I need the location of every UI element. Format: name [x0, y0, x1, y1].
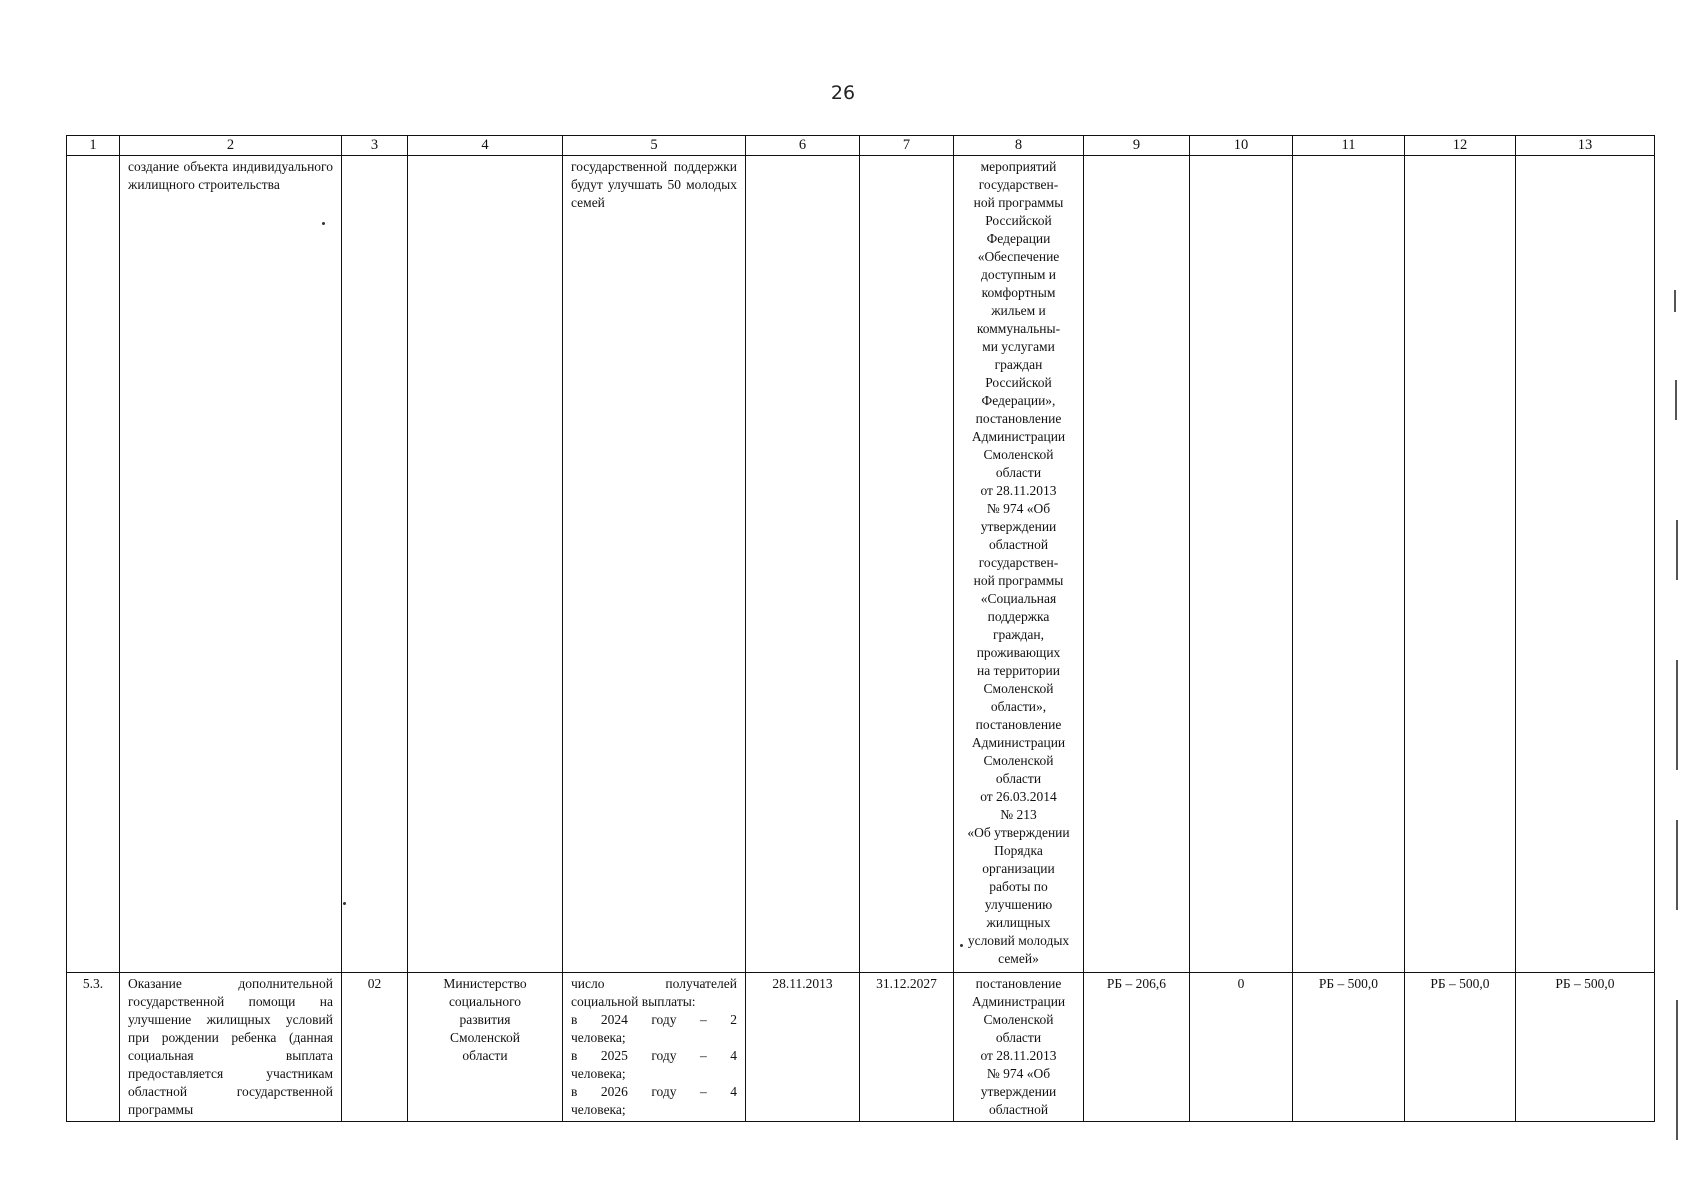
legal-basis-line: Смоленской [983, 1012, 1054, 1027]
legal-basis-line: от 28.11.2013 [980, 1048, 1057, 1063]
scan-edge-mark [1674, 290, 1676, 312]
legal-basis-line: Федерации», [981, 393, 1056, 408]
cell-index: 5.3. [67, 973, 120, 1122]
legal-basis-line: Федерации [986, 231, 1051, 246]
cell-start-date: 28.11.2013 [746, 973, 860, 1122]
column-number: 13 [1516, 136, 1655, 156]
column-number-row [67, 136, 1655, 156]
legal-basis-line: «Обеспечение [977, 249, 1060, 264]
legal-basis-line: области [995, 1030, 1042, 1045]
legal-basis-line: Смоленской [983, 681, 1054, 696]
cell-executor [408, 156, 563, 973]
legal-basis-line: условий молодых [967, 933, 1070, 948]
legal-basis-line: областной [988, 537, 1049, 552]
legal-basis-line: государствен- [978, 555, 1059, 570]
cell-funding-2024 [1293, 156, 1405, 973]
legal-basis-line: от 26.03.2014 [980, 789, 1057, 804]
legal-basis-line: Администрации [971, 994, 1066, 1009]
legal-basis-line: Смоленской [983, 447, 1054, 462]
legal-basis-line: постановление [975, 976, 1062, 991]
legal-basis-line: Российской [985, 213, 1052, 228]
legal-basis-line: организации [982, 861, 1055, 876]
cell-activity-name: создание объекта индивидуального жилищного строительства [120, 156, 342, 973]
column-number: 2 [120, 136, 342, 156]
column-number: 10 [1190, 136, 1293, 156]
legal-basis-line: «Об утверждении [967, 825, 1070, 840]
column-number: 3 [342, 136, 408, 156]
cell-legal-basis [954, 973, 1084, 1122]
column-number: 1 [67, 136, 120, 156]
legal-basis-line: постановление [975, 717, 1062, 732]
indicator-line: в 2026 году – 4 [571, 1084, 737, 1099]
legal-basis-line: проживающих [976, 645, 1061, 660]
column-number: 5 [563, 136, 746, 156]
legal-basis-line: мероприятий [980, 159, 1057, 174]
cell-funding-total: РБ – 206,6 [1084, 973, 1190, 1122]
table-row-5-3 [67, 973, 1655, 1122]
legal-basis-line: работы по [989, 879, 1048, 894]
legal-basis-line: ной программы [973, 195, 1064, 210]
scan-speck [322, 222, 325, 225]
legal-basis-line: доступным и [980, 267, 1057, 282]
legal-basis-line: Порядка [994, 843, 1043, 858]
scan-speck [343, 902, 346, 905]
cell-end-date [860, 156, 954, 973]
legal-basis-line: Российской [985, 375, 1052, 390]
scan-speck [960, 944, 963, 947]
legal-basis-line: на территории [977, 663, 1060, 678]
legal-basis-line: утверждении [980, 1084, 1057, 1099]
legal-basis-line: граждан, [992, 627, 1045, 642]
legal-basis-line: ной программы [973, 573, 1064, 588]
cell-funding-2026: РБ – 500,0 [1516, 973, 1655, 1122]
column-number: 4 [408, 136, 563, 156]
cell-index [67, 156, 120, 973]
cell-funding-total [1084, 156, 1190, 973]
scan-edge-mark [1676, 520, 1678, 580]
cell-funding-2026 [1516, 156, 1655, 973]
cell-funding-2024: РБ – 500,0 [1293, 973, 1405, 1122]
indicator-line: в 2025 году – 4 [571, 1048, 737, 1063]
legal-basis-line: улучшению [984, 897, 1053, 912]
executor-line: области [462, 1048, 508, 1063]
executor-line: развития [459, 1012, 511, 1027]
indicator-line: число получателей [571, 976, 737, 991]
legal-basis-line: жильем и [991, 303, 1046, 318]
cell-funding-2025: РБ – 500,0 [1405, 973, 1516, 1122]
cell-funding-2025 [1405, 156, 1516, 973]
indicator-line: социальной выплаты: [571, 994, 696, 1009]
executor-line: Министерство [443, 976, 527, 991]
legal-basis-line: утверждении [980, 519, 1057, 534]
column-number: 7 [860, 136, 954, 156]
indicator-line: человека; [571, 1066, 626, 1081]
legal-basis-line: комфортным [981, 285, 1056, 300]
indicator-line: в 2024 году – 2 [571, 1012, 737, 1027]
cell-executor [408, 973, 563, 1122]
scan-edge-mark [1675, 380, 1677, 420]
cell-funding-2 [1190, 156, 1293, 973]
table-row-continued [67, 156, 1655, 973]
legal-basis-line: Администрации [971, 429, 1066, 444]
column-number: 6 [746, 136, 860, 156]
cell-code [342, 156, 408, 973]
cell-legal-basis [954, 156, 1084, 973]
cell-funding-2: 0 [1190, 973, 1293, 1122]
column-number: 12 [1405, 136, 1516, 156]
column-number: 11 [1293, 136, 1405, 156]
program-table [66, 135, 1655, 1122]
legal-basis-line: области [995, 771, 1042, 786]
legal-basis-line: № 974 «Об [986, 501, 1051, 516]
legal-basis-line: областной [988, 1102, 1049, 1117]
legal-basis-line: коммунальны- [976, 321, 1061, 336]
legal-basis-line: поддержка [987, 609, 1050, 624]
cell-indicator [563, 973, 746, 1122]
legal-basis-line: «Социальная [980, 591, 1057, 606]
indicator-line: человека; [571, 1030, 626, 1045]
executor-line: Смоленской [450, 1030, 520, 1045]
legal-basis-line: граждан [994, 357, 1043, 372]
cell-indicator: государственной поддержки будут улучшать 50 молодых семей [563, 156, 746, 973]
legal-basis-line: жилищных [986, 915, 1051, 930]
cell-start-date [746, 156, 860, 973]
scan-edge-mark [1676, 660, 1678, 770]
indicator-line: человека; [571, 1102, 626, 1117]
legal-basis-line: № 974 «Об [986, 1066, 1051, 1081]
legal-basis-line: государствен- [978, 177, 1059, 192]
legal-basis-line: Смоленской [983, 753, 1054, 768]
legal-basis-line: области [995, 465, 1042, 480]
legal-basis-line: от 28.11.2013 [980, 483, 1057, 498]
cell-activity-name: Оказание дополнительной государственной помощи на улучшение жилищных условий при рождении ребенка (данная социальная выплата предоставляется участникам областной государственной программы [120, 973, 342, 1122]
column-number: 8 [954, 136, 1084, 156]
column-number: 9 [1084, 136, 1190, 156]
legal-basis-line: области», [990, 699, 1047, 714]
legal-basis-line: ми услугами [982, 339, 1055, 354]
scan-edge-mark [1676, 1000, 1678, 1140]
legal-basis-line: Администрации [971, 735, 1066, 750]
page-number: 26 [830, 82, 856, 104]
cell-code: 02 [342, 973, 408, 1122]
scan-edge-mark [1676, 820, 1678, 910]
legal-basis-line: постановление [975, 411, 1062, 426]
executor-line: социального [448, 994, 522, 1009]
legal-basis-line: № 213 [1000, 807, 1037, 822]
legal-basis-line: семей» [998, 951, 1039, 966]
cell-end-date: 31.12.2027 [860, 973, 954, 1122]
